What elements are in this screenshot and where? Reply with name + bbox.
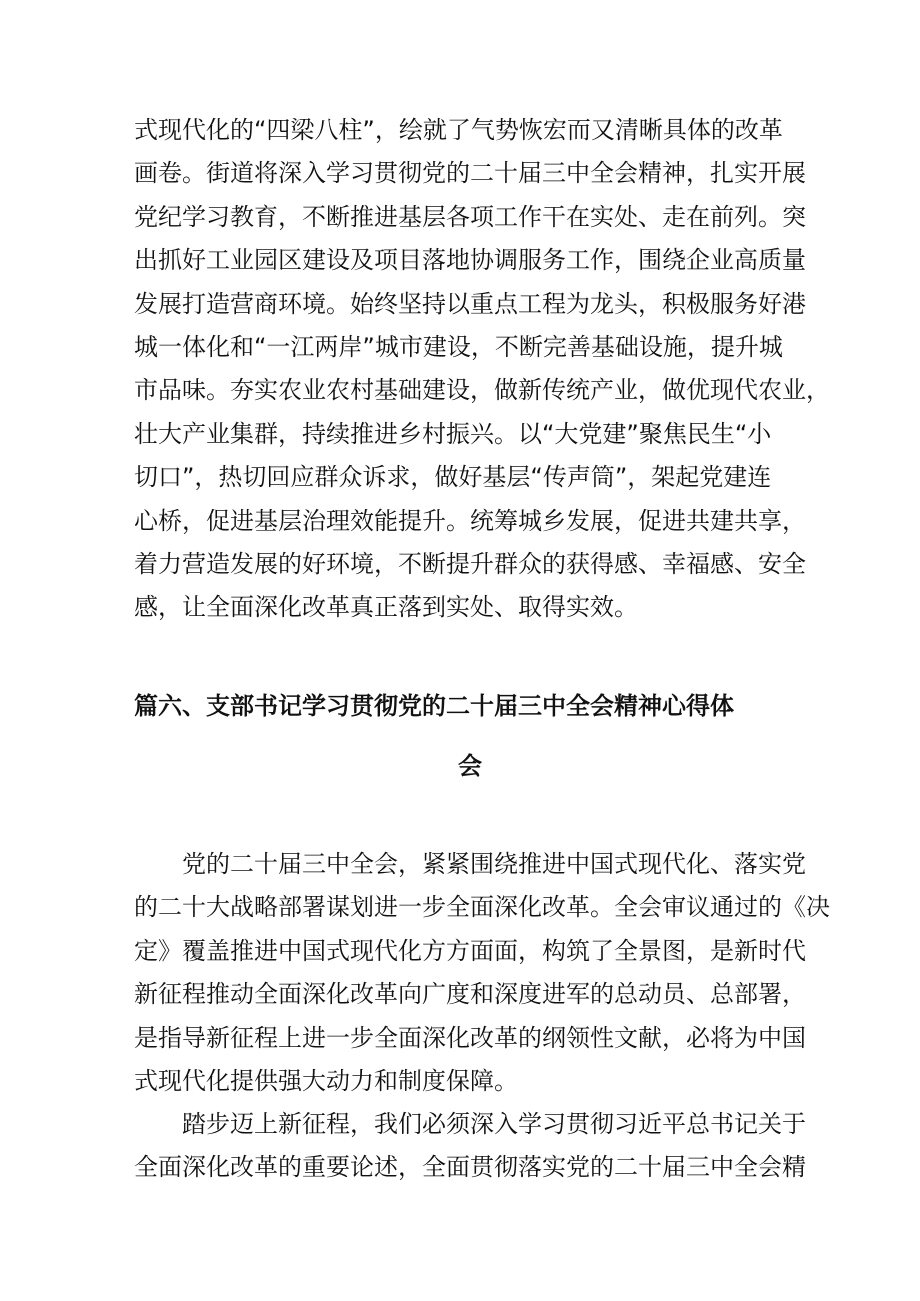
paragraph-line: 踏步迈上新征程，我们必须深入学习贯彻习近平总书记关于	[182, 1110, 806, 1138]
paragraph-line: 是指导新征程上进一步全面深化改革的纲领性文献，必将为中国	[134, 1023, 806, 1052]
paragraph-2	[134, 843, 830, 1103]
paragraph-3	[134, 1103, 806, 1190]
paragraph-line: 党纪学习教育，不断推进基层各项工作干在实处、走在前列。突	[134, 202, 806, 231]
section-heading	[134, 676, 806, 796]
paragraph-line: 市品味。夯实农业农村基础建设，做新传统产业，做优现代农业，	[134, 376, 830, 405]
paragraph-line: 着力营造发展的好环境，不断提升群众的获得感、幸福感、安全	[134, 549, 806, 578]
heading-line-2: 会	[458, 752, 482, 780]
paragraph-line: 心桥，促进基层治理效能提升。统筹城乡发展，促进共建共享，	[134, 506, 806, 535]
paragraph-line: 定》覆盖推进中国式现代化方方面面，构筑了全景图，是新时代	[134, 936, 806, 965]
heading-line-1: 篇六、支部书记学习贯彻党的二十届三中全会精神心得体	[134, 692, 734, 720]
paragraph-line: 党的二十届三中全会，紧紧围绕推进中国式现代化、落实党	[182, 850, 806, 878]
paragraph-line: 式现代化的“四梁八柱”，绘就了气势恢宏而又清晰具体的改革	[134, 116, 783, 144]
paragraph-line: 出抓好工业园区建设及项目落地协调服务工作，围绕企业高质量	[134, 246, 806, 275]
paragraph-line: 全面深化改革的重要论述，全面贯彻落实党的二十届三中全会精	[134, 1153, 806, 1182]
paragraph-line: 壮大产业集群，持续推进乡村振兴。以“大党建”聚焦民生“小	[134, 419, 772, 448]
paragraph-line: 新征程推动全面深化改革向广度和深度进军的总动员、总部署，	[134, 980, 806, 1009]
paragraph-line: 的二十大战略部署谋划进一步全面深化改革。全会审议通过的《决	[134, 893, 830, 922]
paragraph-line: 发展打造营商环境。始终坚持以重点工程为龙头，积极服务好港	[134, 289, 806, 318]
paragraph-line: 切口”，热切回应群众诉求，做好基层“传声筒”，架起党建连	[134, 463, 772, 492]
paragraph-line: 感，让全面深化改革真正落到实处、取得实效。	[134, 593, 638, 622]
paragraph-1	[134, 109, 830, 630]
paragraph-line: 式现代化提供强大动力和制度保障。	[134, 1066, 518, 1095]
paragraph-line: 城一体化和“一江两岸”城市建设，不断完善基础设施，提升城	[134, 332, 783, 361]
paragraph-line: 画卷。街道将深入学习贯彻党的二十届三中全会精神，扎实开展	[134, 159, 806, 188]
